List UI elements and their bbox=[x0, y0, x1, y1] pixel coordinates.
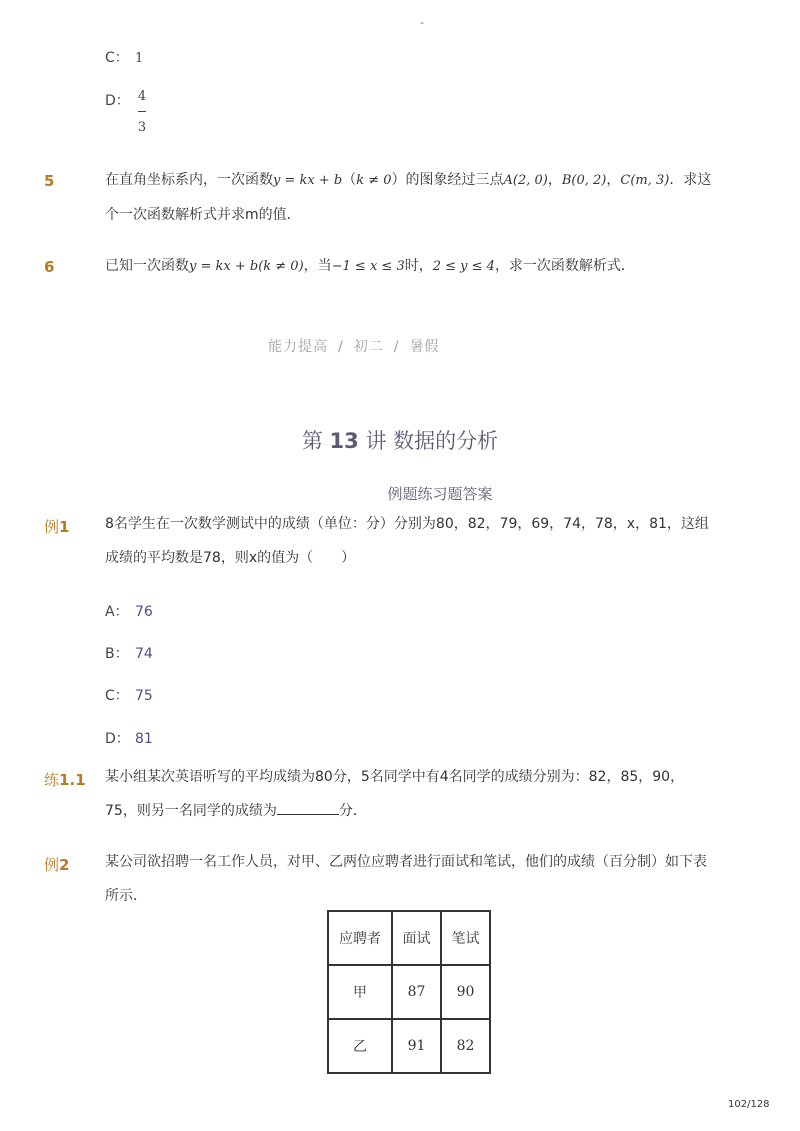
option-d bbox=[105, 90, 135, 110]
fraction-denominator: 3 bbox=[137, 120, 147, 135]
tag-prefix: 例 bbox=[44, 856, 60, 874]
text-run: ， bbox=[547, 172, 562, 188]
option-label: C： bbox=[105, 688, 129, 704]
table-cell: 87 bbox=[392, 965, 441, 1019]
tag-prefix: 练 bbox=[44, 771, 60, 789]
table-row bbox=[328, 1019, 490, 1073]
text-run: 分． bbox=[338, 803, 367, 819]
lesson-name: 讲 数据的分析 bbox=[365, 429, 499, 453]
text-run: ， bbox=[606, 172, 621, 188]
option-label: D： bbox=[105, 93, 130, 109]
option-label: B： bbox=[105, 646, 129, 662]
page-indicator: 102/128 bbox=[728, 1099, 770, 1110]
lesson-title bbox=[0, 425, 800, 455]
practice-1-1-tag bbox=[44, 769, 86, 790]
question-number-5: 5 bbox=[44, 172, 55, 190]
math-expression: y = kx + b(k ≠ 0) bbox=[189, 259, 304, 274]
math-expression: −1 ≤ x ≤ 3 bbox=[331, 259, 405, 274]
fraction-four-thirds bbox=[135, 90, 149, 135]
ex1-option-d bbox=[105, 728, 153, 748]
math-expression: k ≠ 0 bbox=[356, 173, 392, 188]
score-table bbox=[327, 910, 491, 1074]
practice-1-1-text bbox=[105, 760, 715, 828]
ex1-option-b bbox=[105, 643, 153, 663]
breadcrumb-item-level: 能力提高 bbox=[268, 339, 328, 355]
table-cell: 91 bbox=[392, 1019, 441, 1073]
breadcrumb-separator: / bbox=[338, 339, 344, 355]
tag-prefix: 例 bbox=[44, 518, 60, 536]
top-mark: - bbox=[420, 16, 424, 29]
table-cell: 乙 bbox=[328, 1019, 392, 1073]
question-5-text bbox=[105, 163, 715, 232]
option-value: 81 bbox=[135, 731, 153, 747]
example-2-text: 某公司欲招聘一名工作人员，对甲、乙两位应聘者进行面试和笔试，他们的成绩（百分制）如下表所示． bbox=[105, 854, 707, 904]
text-run: 某小组某次英语听写的平均成绩为80分，5名同学中有4名同学的成绩分别为：82，85，90，75，则另一名同学的成绩为 bbox=[105, 769, 685, 819]
option-label: D： bbox=[105, 731, 130, 747]
table-cell: 82 bbox=[441, 1019, 490, 1073]
math-expression: B(0, 2) bbox=[561, 173, 607, 188]
math-expression: A(2, 0) bbox=[503, 173, 548, 188]
option-label: C： bbox=[105, 50, 129, 66]
text-run: ．求这个一次函数解析式并求m的值． bbox=[105, 172, 712, 223]
table-row bbox=[328, 965, 490, 1019]
table-header-row bbox=[328, 911, 490, 965]
example-1-text: 8名学生在一次数学测试中的成绩（单位：分）分别为80，82，79，69，74，78，x，81，这组成绩的平均数是78，则x的值为（ ） bbox=[105, 516, 709, 566]
math-expression: y = kx + b bbox=[273, 173, 343, 188]
lesson-prefix: 第 bbox=[301, 429, 323, 453]
fraction-bar bbox=[138, 111, 146, 112]
math-expression: 2 ≤ y ≤ 4 bbox=[432, 259, 495, 274]
text-run: （ bbox=[342, 172, 357, 188]
breadcrumb-item-grade: 初二 bbox=[353, 339, 384, 355]
ex1-option-c bbox=[105, 685, 153, 705]
breadcrumb-item-term: 暑假 bbox=[409, 339, 440, 355]
text-run: ，当 bbox=[303, 258, 332, 274]
math-expression: C(m, 3) bbox=[620, 173, 670, 188]
tag-number: 1 bbox=[59, 518, 70, 536]
table-header-cell: 应聘者 bbox=[328, 911, 392, 965]
option-value: 76 bbox=[135, 604, 153, 620]
breadcrumb-separator: / bbox=[393, 339, 400, 355]
option-value: 75 bbox=[135, 688, 153, 704]
text-run: 已知一次函数 bbox=[105, 258, 189, 274]
example-2-tag bbox=[44, 854, 69, 875]
example-1-tag bbox=[44, 516, 69, 537]
section-title: 例题练习题答案 bbox=[387, 485, 493, 503]
answer-blank[interactable] bbox=[277, 802, 339, 815]
option-value: 1 bbox=[135, 51, 144, 66]
question-number-6: 6 bbox=[44, 258, 55, 276]
option-label: A： bbox=[105, 604, 129, 620]
table-cell: 90 bbox=[441, 965, 490, 1019]
table-header-cell: 笔试 bbox=[441, 911, 490, 965]
text-run: 时， bbox=[404, 258, 433, 274]
lesson-number: 13 bbox=[329, 429, 359, 453]
option-c bbox=[105, 47, 143, 67]
ex1-option-a bbox=[105, 601, 153, 621]
text-run: 在直角坐标系内，一次函数 bbox=[105, 172, 273, 188]
option-value: 74 bbox=[135, 646, 153, 662]
text-run: ，求一次函数解析式． bbox=[494, 258, 635, 274]
tag-number: 1.1 bbox=[59, 771, 86, 789]
question-6-text bbox=[105, 249, 715, 284]
table-header-cell: 面试 bbox=[392, 911, 441, 965]
table-cell: 甲 bbox=[328, 965, 392, 1019]
tag-number: 2 bbox=[59, 856, 70, 874]
breadcrumb bbox=[268, 336, 439, 356]
text-run: ）的图象经过三点 bbox=[391, 172, 504, 188]
fraction-numerator: 4 bbox=[137, 89, 147, 104]
